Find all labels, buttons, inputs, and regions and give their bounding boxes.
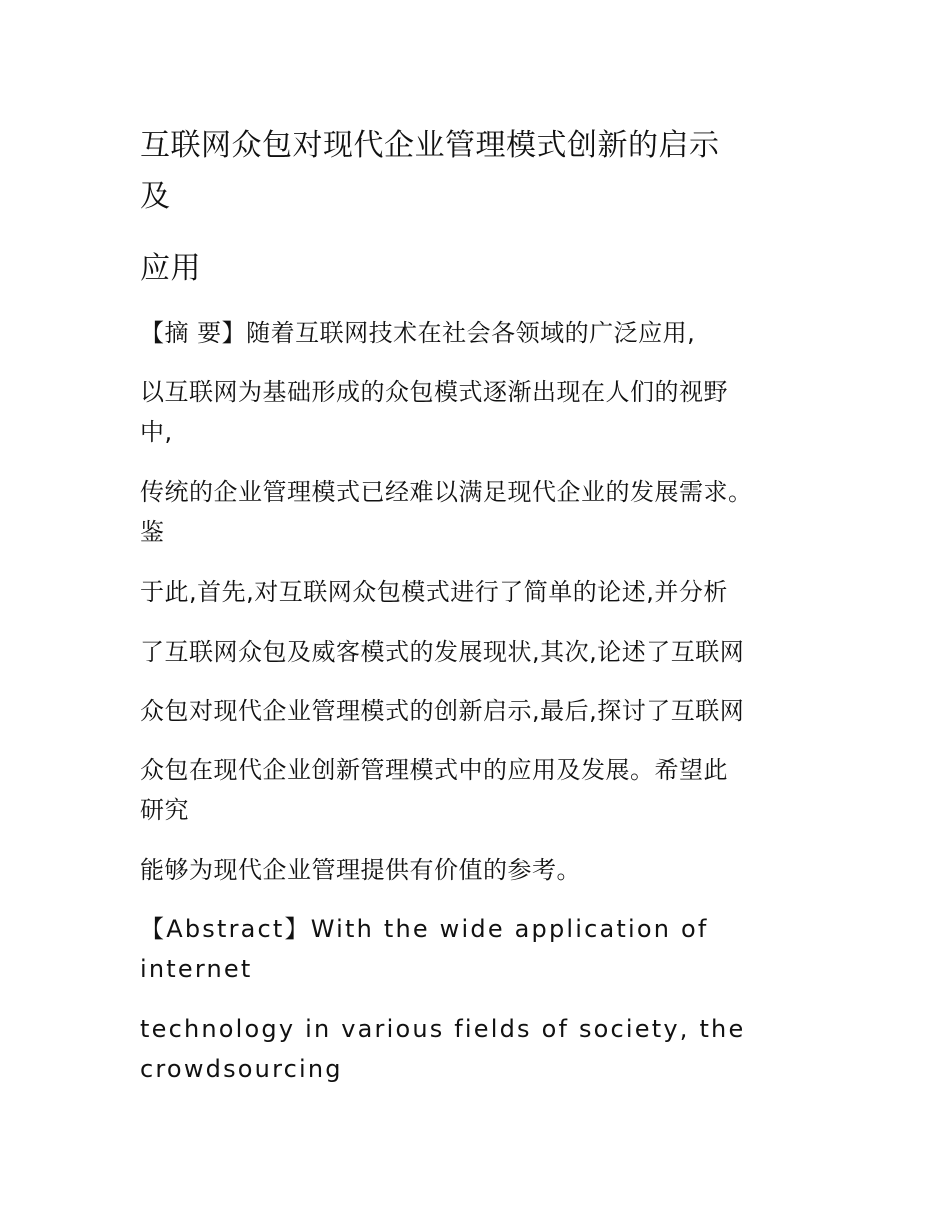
- abstract-cn-line-2: 以互联网为基础形成的众包模式逐渐出现在人们的视野: [140, 378, 728, 406]
- abstract-cn-line-3: 中,: [140, 418, 173, 446]
- abstract-en-line-4: crowdsourcing: [140, 1055, 343, 1083]
- title-line-1: 互联网众包对现代企业管理模式创新的启示: [140, 128, 720, 163]
- abstract-cn-line-11: 能够为现代企业管理提供有价值的参考。: [140, 856, 581, 884]
- abstract-cn-line-6: 于此,首先,对互联网众包模式进行了简单的论述,并分析: [140, 578, 728, 606]
- title-line-3: 应用: [140, 251, 201, 286]
- abstract-cn-line-7: 了互联网众包及威客模式的发展现状,其次,论述了互联网: [140, 638, 745, 666]
- abstract-en-line-3: technology in various fields of society, the: [140, 1015, 746, 1043]
- abstract-cn-line-4: 传统的企业管理模式已经难以满足现代企业的发展需求。: [140, 478, 753, 506]
- abstract-cn-line-5: 鉴: [140, 518, 165, 546]
- abstract-en-line-2: internet: [140, 955, 253, 983]
- abstract-cn-line-10: 研究: [140, 796, 189, 824]
- title-line-2: 及: [140, 179, 171, 214]
- abstract-en-line-1: 【Abstract】With the wide application of: [140, 915, 709, 943]
- abstract-cn-line-9: 众包在现代企业创新管理模式中的应用及发展。希望此: [140, 756, 728, 784]
- abstract-cn-line-1: 【摘 要】随着互联网技术在社会各领域的广泛应用,: [140, 319, 696, 347]
- abstract-cn-line-8: 众包对现代企业管理模式的创新启示,最后,探讨了互联网: [140, 697, 745, 725]
